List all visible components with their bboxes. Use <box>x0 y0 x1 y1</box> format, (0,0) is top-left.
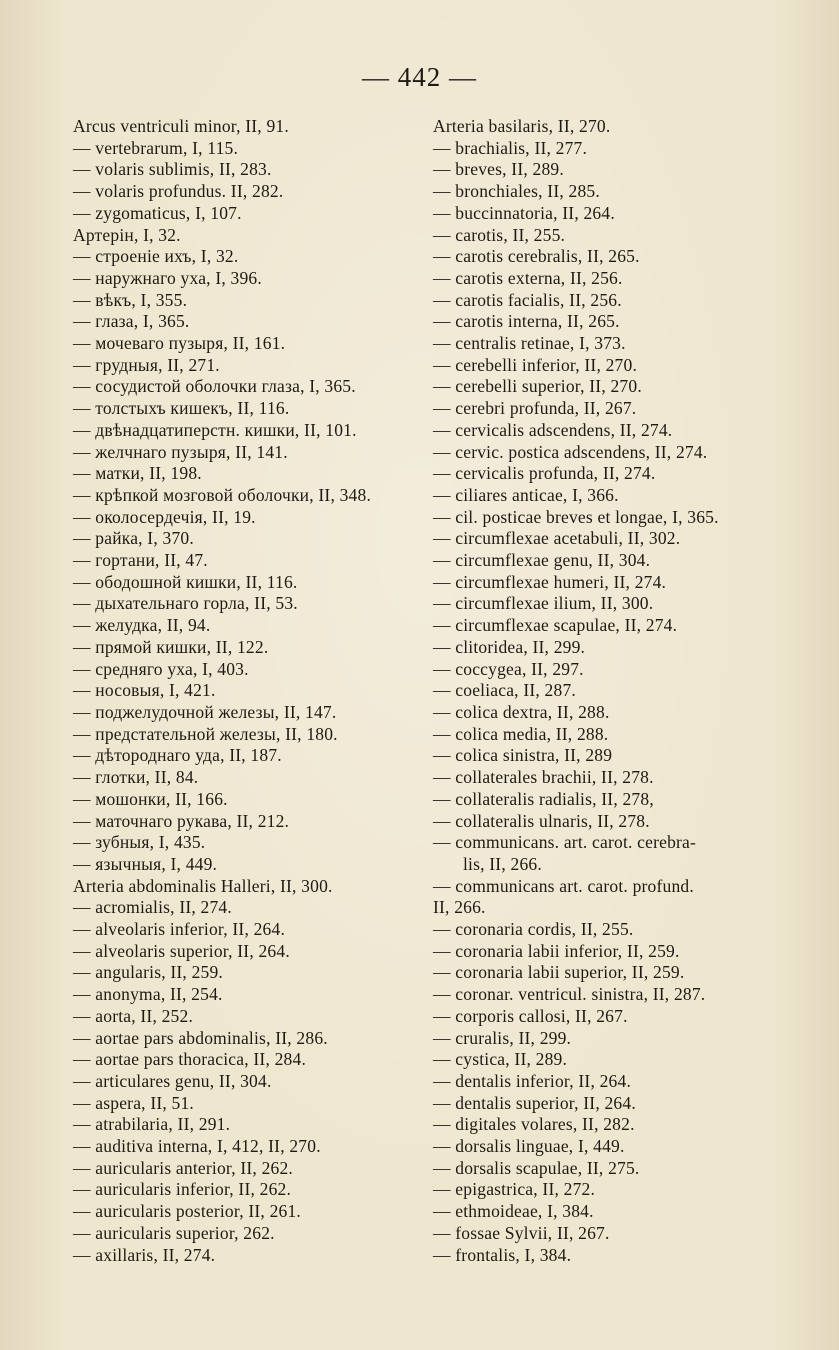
index-entry: — carotis facialis, II, 256. <box>433 289 622 310</box>
index-entry: — cerebelli superior, II, 270. <box>433 376 642 397</box>
index-entry: — alveolaris superior, II, 264. <box>73 940 290 961</box>
index-entry: — coeliaca, II, 287. <box>433 680 576 701</box>
index-entry: — ободошной кишки, II, 116. <box>73 571 298 592</box>
index-entry: — auricularis inferior, II, 262. <box>73 1179 292 1200</box>
index-entry: — carotis cerebralis, II, 265. <box>433 246 640 267</box>
index-entry: — anonyma, II, 254. <box>73 984 223 1005</box>
index-entry: — cervicalis profunda, II, 274. <box>433 463 656 484</box>
index-entry: — communicans. art. carot. cerebra- <box>433 832 697 853</box>
index-entry: — coronar. ventricul. sinistra, II, 287. <box>433 984 706 1005</box>
index-entry: — zygomaticus, I, 107. <box>73 202 242 223</box>
index-entry: — мочеваго пузыря, II, 161. <box>73 333 286 354</box>
index-entry: — дѣтороднаго уда, II, 187. <box>73 745 282 766</box>
index-entry: — dorsalis scapulae, II, 275. <box>433 1157 640 1178</box>
index-entry: — clitoridea, II, 299. <box>433 636 586 657</box>
index-entry: — volaris profundus. II, 282. <box>73 181 284 202</box>
index-entry: — carotis externa, II, 256. <box>433 267 623 288</box>
index-entry: — corporis callosi, II, 267. <box>433 1005 628 1026</box>
index-entry: — предстательной железы, II, 180. <box>73 723 338 744</box>
index-entry: — сосудистой оболочки глаза, I, 365. <box>73 376 356 397</box>
index-entry: — aspera, II, 51. <box>73 1092 194 1113</box>
index-entry: Arteria basilaris, II, 270. <box>433 116 611 136</box>
index-entry: — circumflexae humeri, II, 274. <box>433 571 667 592</box>
index-entry: — гортани, II, 47. <box>73 550 208 571</box>
index-entry: — ciliares anticae, I, 366. <box>433 484 619 505</box>
index-entry: — носовыя, I, 421. <box>73 680 216 701</box>
index-entry: — cervic. postica adscendens, II, 274. <box>433 441 708 462</box>
index-entry: — coronaria labii inferior, II, 259. <box>433 940 680 961</box>
index-entry: — dentalis superior, II, 264. <box>433 1092 636 1113</box>
index-entry: — digitales volares, II, 282. <box>433 1114 635 1135</box>
index-entry: Артерін, I, 32. <box>73 224 181 245</box>
index-entry: — маточнаго рукава, II, 212. <box>73 810 290 831</box>
index-column-right <box>433 116 793 1266</box>
index-entry: — auricularis superior, 262. <box>73 1222 275 1243</box>
index-entry: — глотки, II, 84. <box>73 767 199 788</box>
index-entry: — cruralis, II, 299. <box>433 1027 572 1048</box>
index-entry: — colica sinistra, II, 289 <box>433 745 613 766</box>
index-entry: — buccinnatoria, II, 264. <box>433 202 615 223</box>
index-entry: — cerebelli inferior, II, 270. <box>433 354 638 375</box>
index-entry: — vertebrarum, I, 115. <box>73 137 239 158</box>
index-entry: — collateralis radialis, II, 278, <box>433 788 654 809</box>
index-entry: — angularis, II, 259. <box>73 962 224 983</box>
index-entry: — язычныя, I, 449. <box>73 853 218 874</box>
index-entry: — мошонки, II, 166. <box>73 788 228 809</box>
index-entry: — collateralis ulnaris, II, 278. <box>433 810 650 831</box>
index-entry: — articulares genu, II, 304. <box>73 1070 272 1091</box>
index-entry: — bronchiales, II, 285. <box>433 181 600 202</box>
index-column-left <box>73 116 423 1266</box>
index-entry: — поджелудочной железы, II, 147. <box>73 701 337 722</box>
index-entry: — fossae Sylvii, II, 267. <box>433 1222 610 1243</box>
index-entry: II, 266. <box>433 897 486 918</box>
index-entry: — вѣкъ, I, 355. <box>73 289 188 310</box>
index-entry: — cervicalis adscendens, II, 274. <box>433 419 673 440</box>
index-entry: — colica dextra, II, 288. <box>433 701 610 722</box>
index-entry: — толстыхъ кишекъ, II, 116. <box>73 398 290 419</box>
index-entry: — coccygea, II, 297. <box>433 658 584 679</box>
index-entry: — cerebri profunda, II, 267. <box>433 398 637 419</box>
index-entry: — cystica, II, 289. <box>433 1049 568 1070</box>
index-entry: — auditiva interna, I, 412, II, 270. <box>73 1136 321 1157</box>
index-entry: — auricularis anterior, II, 262. <box>73 1157 293 1178</box>
index-entry: — axillaris, II, 274. <box>73 1244 216 1265</box>
index-entry: — aortae pars abdominalis, II, 286. <box>73 1027 328 1048</box>
index-entry: — brachialis, II, 277. <box>433 137 588 158</box>
index-entry: lis, II, 266. <box>463 853 542 874</box>
index-entry: — cil. posticae breves et longae, I, 365. <box>433 506 719 527</box>
index-entry: — строеніе ихъ, I, 32. <box>73 246 239 267</box>
index-entry: — наружнаго уха, I, 396. <box>73 267 262 288</box>
index-entry: — auricularis posterior, II, 261. <box>73 1201 301 1222</box>
index-entry: — dentalis inferior, II, 264. <box>433 1070 632 1091</box>
index-entry: — глаза, I, 365. <box>73 311 190 332</box>
index-entry: — ethmoideae, I, 384. <box>433 1201 594 1222</box>
index-entry: — frontalis, I, 384. <box>433 1244 572 1265</box>
index-entry: — epigastrica, II, 272. <box>433 1179 596 1200</box>
index-entry: — околосердечія, II, 19. <box>73 506 256 527</box>
index-entry: Arcus ventriculi minor, II, 91. <box>73 116 289 136</box>
index-entry: — dorsalis linguae, I, 449. <box>433 1136 625 1157</box>
index-entry: — грудныя, II, 271. <box>73 354 220 375</box>
index-entry: — aorta, II, 252. <box>73 1005 194 1026</box>
index-entry: — aortae pars thoracica, II, 284. <box>73 1049 307 1070</box>
index-entry: — atrabilaria, II, 291. <box>73 1114 231 1135</box>
index-entry: — дыхательнаго горла, II, 53. <box>73 593 298 614</box>
index-entry: — carotis interna, II, 265. <box>433 311 620 332</box>
index-entry: — circumflexae acetabuli, II, 302. <box>433 528 681 549</box>
index-entry: — coronaria cordis, II, 255. <box>433 919 634 940</box>
index-entry: Arteria abdominalis Halleri, II, 300. <box>73 875 333 896</box>
index-entry: — зубныя, I, 435. <box>73 832 206 853</box>
index-entry: — acromialis, II, 274. <box>73 897 232 918</box>
index-entry: — breves, II, 289. <box>433 159 564 180</box>
index-entry: — желчнаго пузыря, II, 141. <box>73 441 288 462</box>
index-entry: — volaris sublimis, II, 283. <box>73 159 272 180</box>
index-entry: — coronaria labii superior, II, 259. <box>433 962 685 983</box>
index-entry: — желудка, II, 94. <box>73 615 211 636</box>
index-entry: — centralis retinae, I, 373. <box>433 333 626 354</box>
index-entry: — прямой кишки, II, 122. <box>73 636 269 657</box>
index-entry: — двѣнадцатиперстн. кишки, II, 101. <box>73 419 357 440</box>
index-entry: — матки, II, 198. <box>73 463 202 484</box>
index-entry: — circumflexae genu, II, 304. <box>433 550 651 571</box>
index-entry: — alveolaris inferior, II, 264. <box>73 919 286 940</box>
index-entry: — communicans art. carot. profund. <box>433 875 694 896</box>
index-entry: — райка, I, 370. <box>73 528 194 549</box>
page-number: — 442 — <box>362 62 477 92</box>
index-entry: — circumflexae scapulae, II, 274. <box>433 615 678 636</box>
index-entry: — средняго уха, I, 403. <box>73 658 249 679</box>
index-entry: — крѣпкой мозговой оболочки, II, 348. <box>73 484 372 505</box>
index-entry: — carotis, II, 255. <box>433 224 566 245</box>
index-entry: — collaterales brachii, II, 278. <box>433 767 654 788</box>
index-entry: — circumflexae ilium, II, 300. <box>433 593 654 614</box>
index-entry: — colica media, II, 288. <box>433 723 609 744</box>
